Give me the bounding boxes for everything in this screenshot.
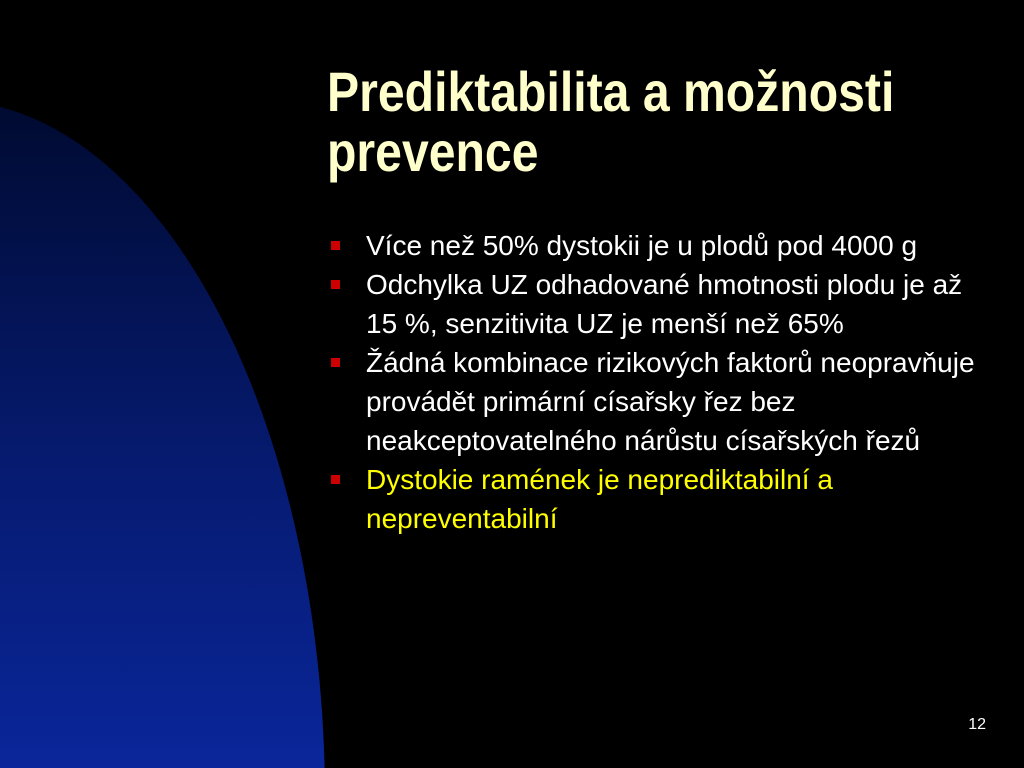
title-line-1: Prediktabilita a možnosti xyxy=(327,60,895,123)
title-line-2: prevence xyxy=(327,120,539,183)
square-bullet-icon xyxy=(331,475,340,484)
bullet-item xyxy=(327,343,987,460)
bullet-text: Více než 50% dystokii je u plodů pod 4000 g xyxy=(366,230,918,261)
square-bullet-icon xyxy=(331,280,340,289)
bullet-text: Dystokie ramének je neprediktabilní a nepreventabilní xyxy=(366,464,833,534)
bullet-text: Žádná kombinace rizikových faktorů neopravňuje provádět primární císařsky řez bez neakceptovatelného nárůstu císařských řezů xyxy=(366,347,975,456)
square-bullet-icon xyxy=(331,358,340,367)
square-bullet-icon xyxy=(331,241,340,250)
bullet-item xyxy=(327,226,987,265)
bullet-item-highlighted xyxy=(327,460,987,538)
bullet-list xyxy=(327,226,987,538)
slide-title xyxy=(327,62,912,182)
bullet-text: Odchylka UZ odhadované hmotnosti plodu je až 15 %, senzitivita UZ je menší než 65% xyxy=(366,269,963,339)
blue-decorative-shape xyxy=(0,100,325,768)
page-number: 12 xyxy=(968,716,986,733)
bullet-item xyxy=(327,265,987,343)
